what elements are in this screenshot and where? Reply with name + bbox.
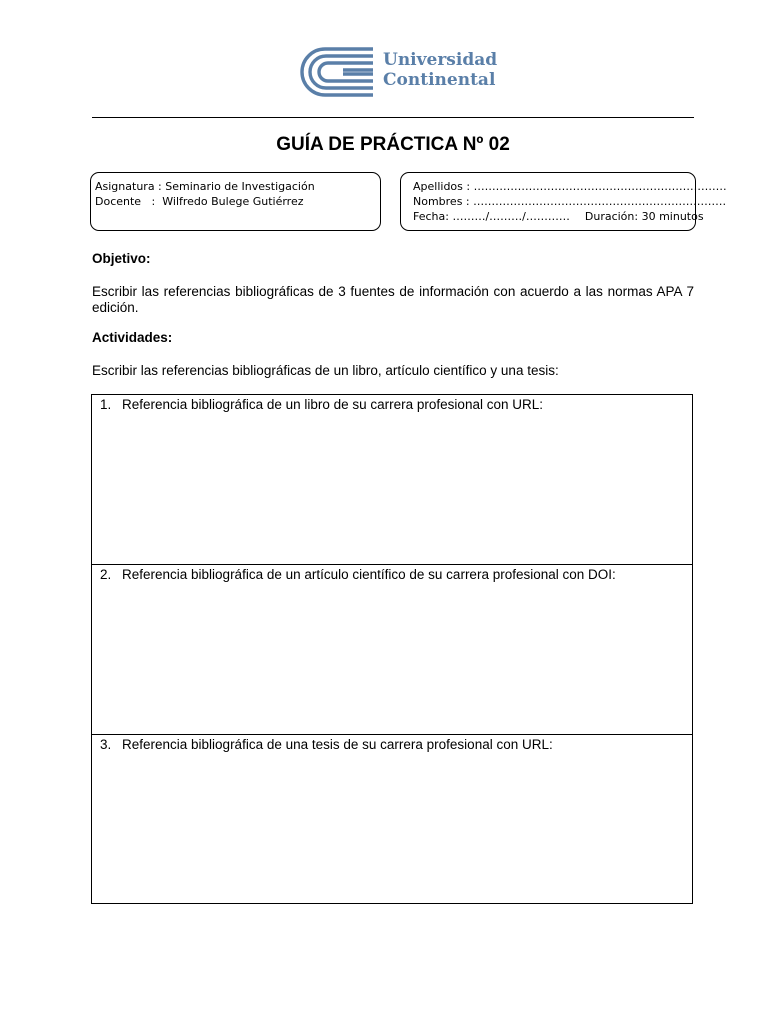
docente-line: Docente : Wilfredo Bulege Gutiérrez — [95, 195, 304, 208]
duracion-label: Duración: 30 minutos — [584, 210, 704, 223]
item-3-number: 3. — [100, 737, 112, 752]
actividades-heading: Actividades: — [92, 330, 173, 345]
answer-box-3[interactable] — [91, 734, 693, 904]
objetivo-heading: Objetivo: — [92, 251, 151, 266]
university-logo — [303, 46, 503, 98]
nombres-field[interactable]: Nombres : …………………………………………………………… — [413, 195, 727, 208]
logo-line1: Universidad — [383, 50, 498, 70]
item-2-number: 2. — [100, 567, 112, 582]
objetivo-text: Escribir las referencias bibliográficas de 3 fuentes de información con acuerdo a las normas APA 7 edición. — [92, 284, 694, 315]
item-1-number: 1. — [100, 397, 112, 412]
asignatura-line: Asignatura : Seminario de Investigación — [95, 180, 315, 193]
logo-emblem-icon — [303, 46, 375, 98]
course-info-box — [90, 172, 381, 231]
item-1-label — [100, 397, 543, 413]
header-rule — [92, 117, 694, 118]
logo-line2: Continental — [383, 70, 496, 90]
item-1-text: Referencia bibliográfica de un libro de su carrera profesional con URL: — [122, 397, 543, 412]
answer-box-2[interactable] — [91, 564, 693, 735]
item-2-text: Referencia bibliográfica de un artículo científico de su carrera profesional con DOI: — [122, 567, 616, 582]
apellidos-field[interactable]: Apellidos : …………………………………………………………… — [413, 180, 727, 193]
item-3-label — [100, 737, 553, 753]
item-2-label — [100, 567, 616, 583]
student-info-box — [400, 172, 727, 231]
answer-box-1[interactable] — [91, 394, 693, 565]
fecha-line — [413, 209, 704, 224]
logo-text — [383, 50, 497, 90]
page-title: GUÍA DE PRÁCTICA Nº 02 — [276, 134, 510, 155]
item-3-text: Referencia bibliográfica de una tesis de su carrera profesional con URL: — [122, 737, 553, 752]
actividades-intro: Escribir las referencias bibliográficas de un libro, artículo científico y una tesis: — [92, 363, 559, 378]
fecha-field[interactable]: Fecha: ………/………/………… — [413, 210, 570, 223]
